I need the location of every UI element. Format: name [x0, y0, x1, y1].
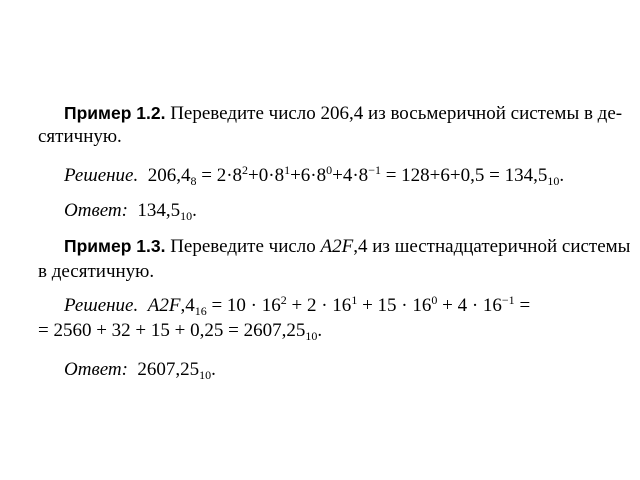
- answer-label: Ответ:: [64, 359, 128, 380]
- solution-label: Решение.: [64, 295, 139, 316]
- example-1-3-task-line2: [38, 262, 154, 281]
- example-1-2-task-line1: [64, 104, 622, 123]
- solution-label: Решение.: [64, 165, 139, 186]
- example-1-3-task-text-cont: в десятичную.: [38, 261, 155, 282]
- example-1-3-heading: Пример 1.3.: [64, 236, 166, 256]
- example-1-3-task-text: Переведите число A2F,4 из шестнадцатеричной системы: [170, 236, 631, 257]
- answer-label: Ответ:: [64, 200, 128, 221]
- solution-formula: $A2F,4_{16} = 10 \cdot 16^2 + 2 \cdot 16^1 + 15 \cdot 16^0 + 4 \cdot 16^{-1}$ =: [147, 293, 531, 318]
- answer-value: $2607,25_{10}$.: [137, 359, 216, 382]
- example-1-3-solution-line2: = $2560 + 32 + 15 + 0,25 = 2607,25_{10}$.: [38, 320, 323, 343]
- example-1-2-answer: [64, 200, 197, 223]
- example-1-2-task-text: Переведите число 206,4 из восьмеричной системы в де-: [170, 103, 623, 124]
- example-1-2-solution: [64, 163, 565, 188]
- example-1-3-answer: [64, 359, 216, 382]
- example-1-3-task-line1: [64, 237, 630, 256]
- solution-formula: $206,4_8 = 2\cdot 8^2+0\cdot 8^1+6\cdot 8^0+4\cdot 8^{-1} = 128+6+0,5 = 134,5_{10}$.: [147, 163, 565, 188]
- example-1-2-task-line2: [38, 127, 122, 146]
- example-1-2-heading: Пример 1.2.: [64, 103, 166, 123]
- answer-value: $134,5_{10}$.: [137, 200, 197, 223]
- example-1-2-task-text-cont: сятичную.: [38, 126, 122, 147]
- example-1-3-solution-line1: [64, 293, 531, 318]
